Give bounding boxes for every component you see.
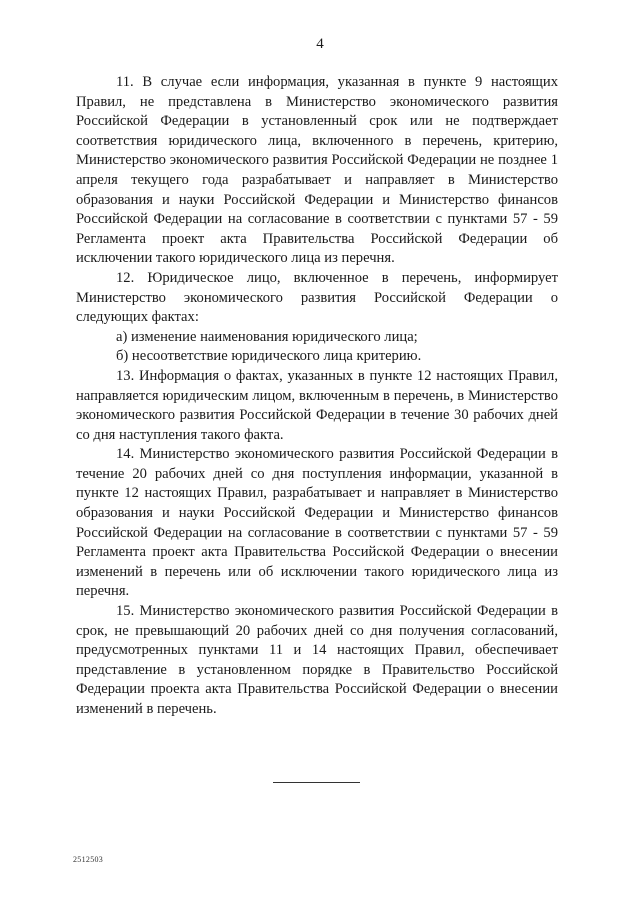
paragraph-11: 11. В случае если информация, указанная в пункте 9 настоящих Правил, не представлена в Министерство экономического развития Российской Федерации в установленный срок или не подтверждает соответствия юридического лица, включенного в перечень, критерию, Министерство экономического развития Российской Федерации не позднее 1 апреля текущего года разрабатывает и направляет в Министерство образования и науки Российской Федерации и Министерство финансов Российской Федерации на согласование в соответствии с пунктами 57 - 59 Регламента проект акта Правительства Российской Федерации об исключении такого юридического лица из перечня. [76,74,558,267]
paragraph-14: 14. Министерство экономического развития Российской Федерации в течение 20 рабочих дней со дня поступления информации, указанной в пункте 12 настоящих Правил, разрабатывает и направляет в Министерство образования и науки Российской Федерации и Министерство финансов Российской Федерации на согласование в соответствии с пунктами 57 - 59 Регламента проект акта Правительства Российской Федерации о внесении изменений в перечень или об исключении такого юридического лица из перечня. [76,446,558,600]
document-body [76,73,558,720]
end-divider [273,782,360,783]
document-code: 2512503 [73,855,104,864]
paragraph-12-item-a: а) изменение наименования юридического лица; [116,328,418,345]
page-number: 4 [316,36,324,52]
paragraph-12: 12. Юридическое лицо, включенное в перечень, информирует Министерство экономического развития Российской Федерации о следующих фактах: [76,269,558,326]
paragraph-15: 15. Министерство экономического развития Российской Федерации в срок, не превышающий 20 рабочих дней со дня получения согласований, предусмотренных пунктами 11 и 14 настоящих Правил, обеспечивает представление в установленном порядке в Правительство Российской Федерации проекта акта Правительства Российской Федерации о внесении изменений в перечень. [76,603,558,717]
paragraph-13: 13. Информация о фактах, указанных в пункте 12 настоящих Правил, направляется юридическим лицом, включенным в перечень, в Министерство экономического развития Российской Федерации в течение 30 рабочих дней со дня наступления такого факта. [76,367,558,443]
paragraph-12-item-b: б) несоответствие юридического лица критерию. [116,348,422,365]
